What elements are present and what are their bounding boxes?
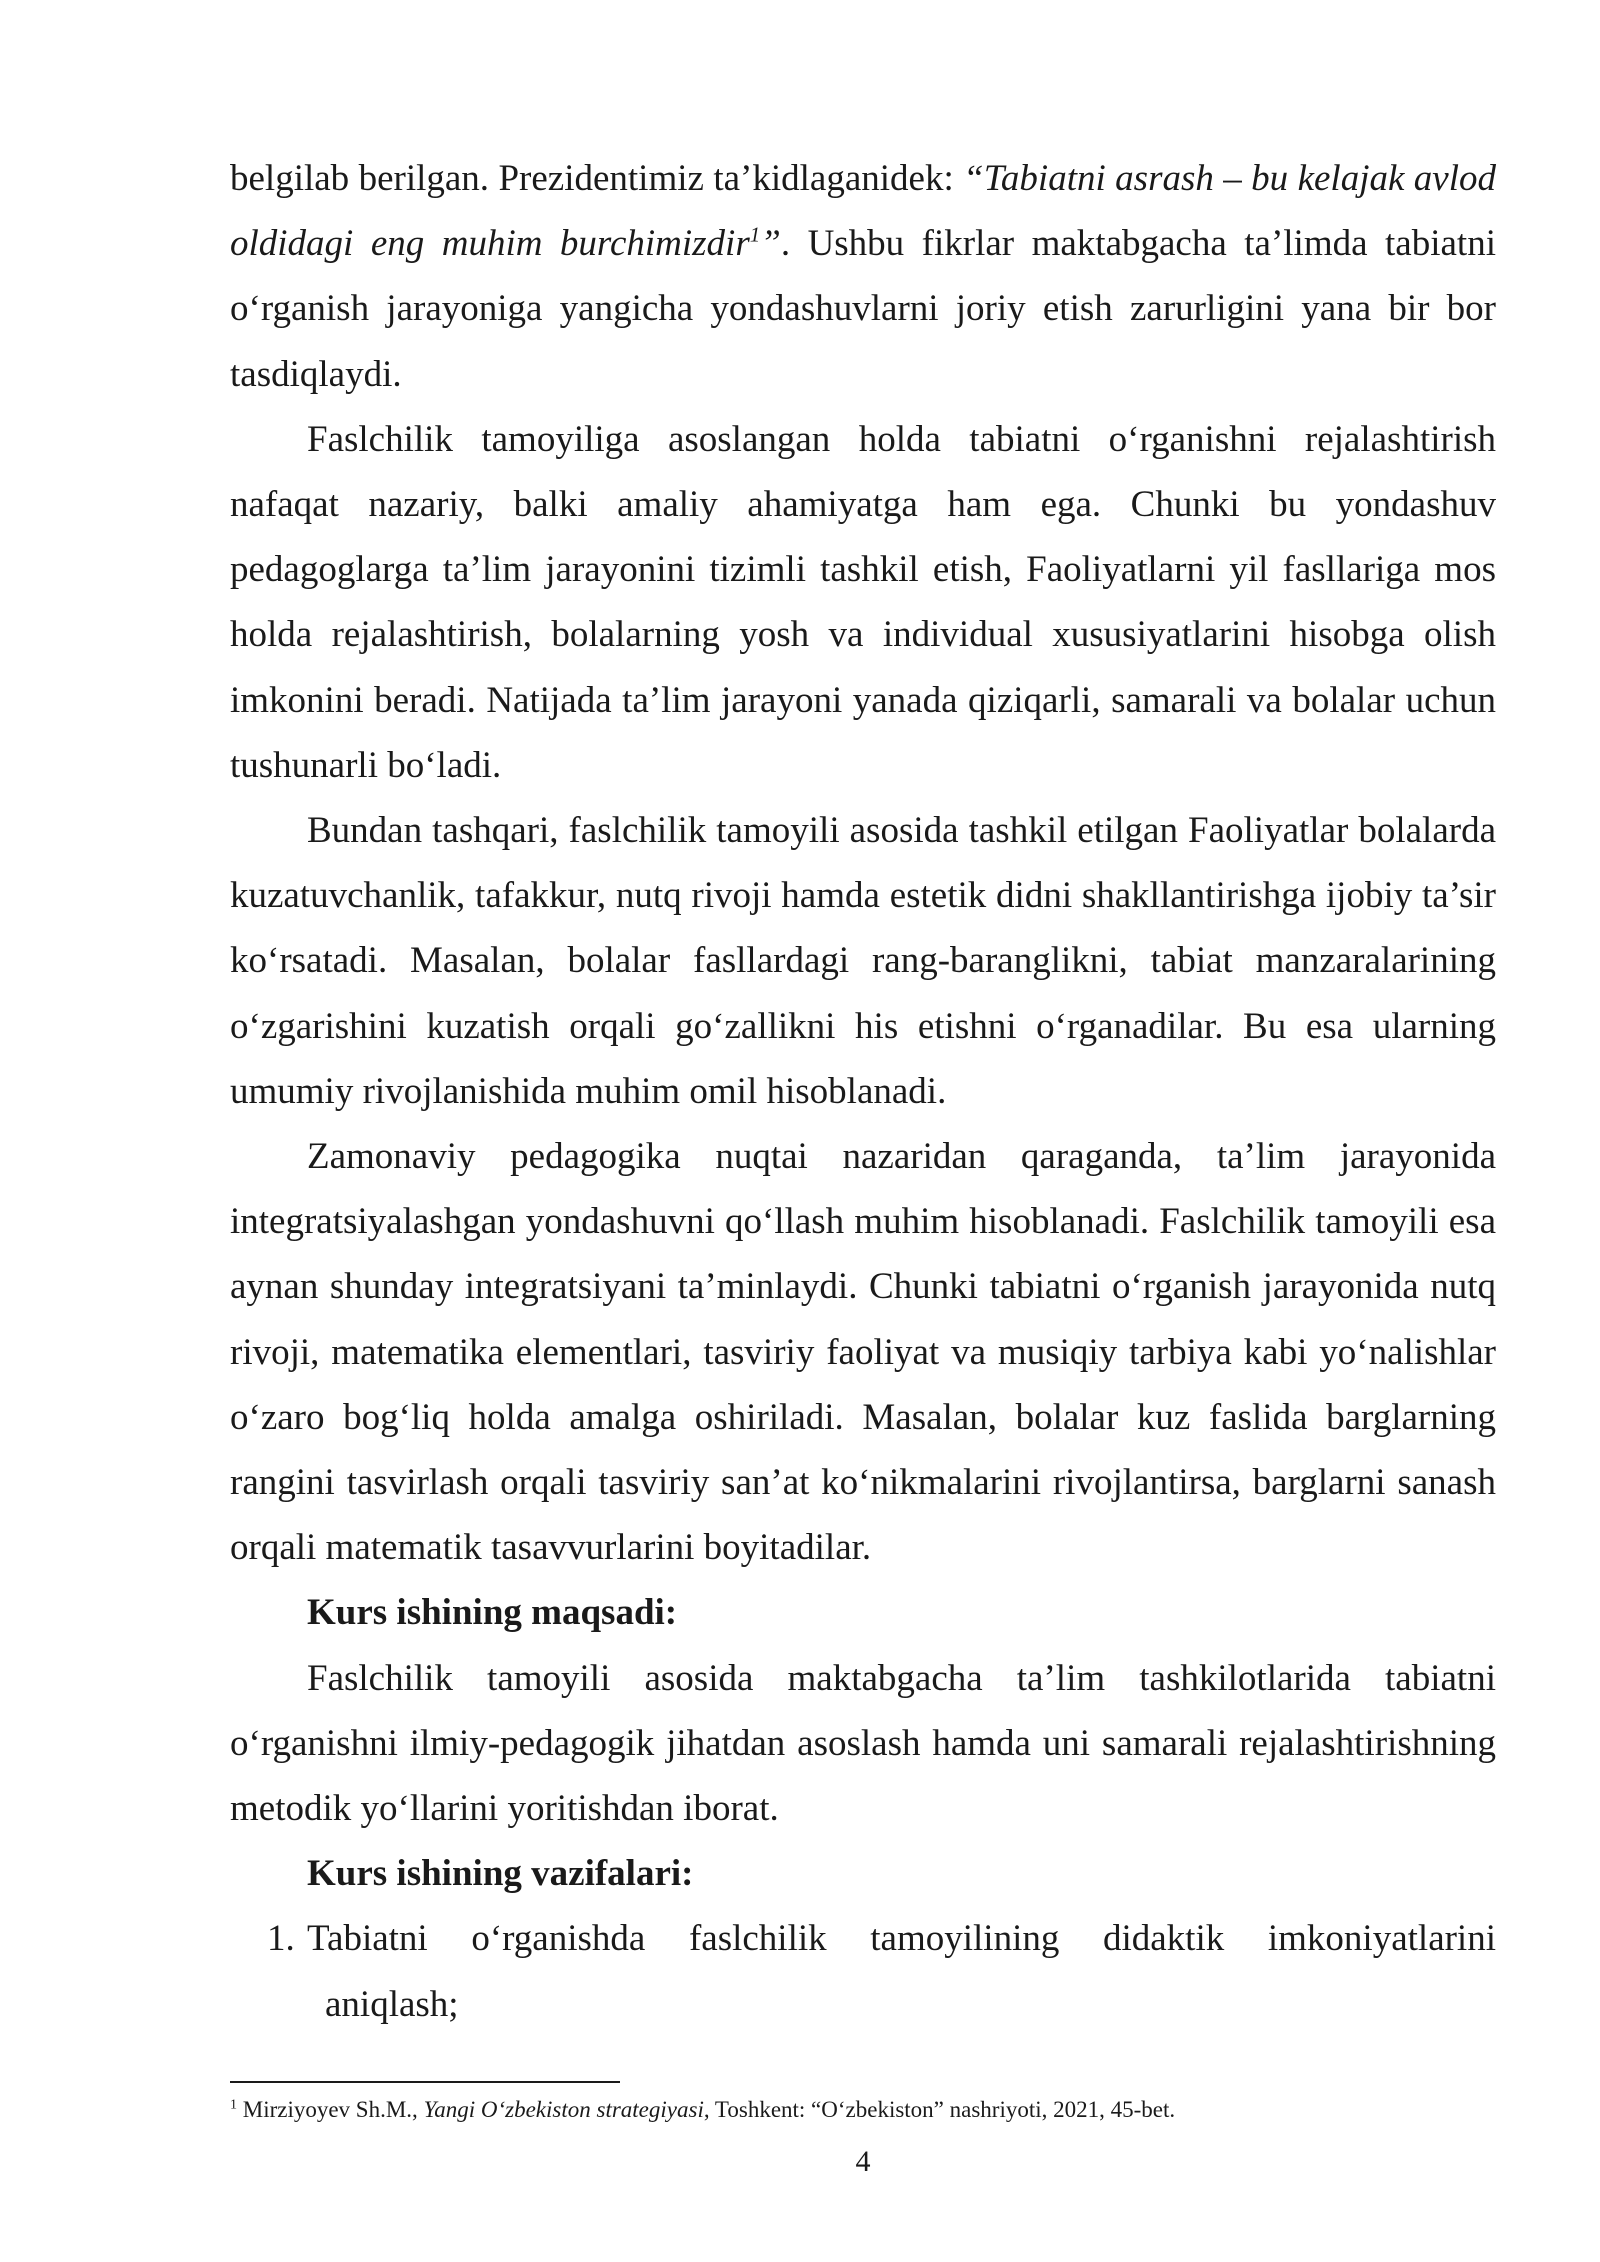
list-item-number: 1.: [267, 1918, 295, 1960]
list-item-text-continued: aniqlash;: [325, 1983, 459, 2025]
paragraph-1-text-after: . Ushbu fikrlar maktabgacha ta’limda tabiatni o‘rganish jarayoniga yangicha yondashuvlarni joriy etish zarurligini yana bir bor tasdiqlaydi.: [230, 223, 1496, 395]
footnote-author: Mirziyoyev Sh.M.,: [237, 2097, 424, 2122]
paragraph-4: Zamonaviy pedagogika nuqtai nazaridan qaraganda, ta’lim jarayonida integratsiyalashgan yondashuvni qo‘llash muhim hisoblanadi. Faslchilik tamoyili esa aynan shunday integratsiyani ta’minlaydi. Chunki tabiatni o‘rganish jarayonida nutq rivoji, matematika elementlari, tasviriy faoliyat va musiqiy tarbiya kabi yo‘nalishlar o‘zaro bog‘liq holda amalga oshiriladi. Masalan, bolalar kuz faslida barglarning rangini tasvirlash orqali tasviriy san’at ko‘nikmalarini rivojlantirsa, barglarni sanash orqali matematik tasavvurlarini boyitadilar.: [230, 1136, 1496, 1569]
tasks-heading: Kurs ishining vazifalari:: [307, 1853, 694, 1895]
footnote-separator: [230, 2081, 620, 2083]
footnote: [230, 2094, 1496, 2126]
footnote-reference[interactable]: 1: [749, 222, 761, 247]
list-item: [230, 1906, 1496, 2036]
goal-heading: Kurs ishining maqsadi:: [307, 1592, 678, 1634]
paragraph-3: Bundan tashqari, faslchilik tamoyili asosida tashkil etilgan Faoliyatlar bolalarda kuzatuvchanlik, tafakkur, nutq rivoji hamda estetik didni shakllantirishga ijobiy ta’sir ko‘rsatadi. Masalan, bolalar fasllardagi rang-baranglikni, tabiat manzaralarining o‘zgarishini kuzatish orqali go‘zallikni his etishni o‘rganadilar. Bu esa ularning umumiy rivojlanishida muhim omil hisoblanadi.: [230, 810, 1496, 1112]
footnote-marker: 1: [230, 2097, 237, 2113]
paragraph-2: Faslchilik tamoyiliga asoslangan holda tabiatni o‘rganishni rejalashtirish nafaqat nazariy, balki amaliy ahamiyatga ham ega. Chunki bu yondashuv pedagoglarga ta’lim jarayonini tizimli tashkil etish, Faoliyatlarni yil fasllariga mos holda rejalashtirish, bolalarning yosh va individual xususiyatlarini hisobga olish imkonini beradi. Natijada ta’lim jarayoni yanada qiziqarli, samarali va bolalar uchun tushunarli bo‘ladi.: [230, 418, 1496, 786]
tasks-list: [230, 1906, 1496, 2036]
footnote-title: Yangi O‘zbekiston strategiyasi: [423, 2097, 704, 2122]
footnote-source: , Toshkent: “O‘zbekiston” nashriyoti, 2021, 45-bet.: [703, 2097, 1176, 2122]
goal-text: Faslchilik tamoyili asosida maktabgacha ta’lim tashkilotlarida tabiatni o‘rganishni ilmiy-pedagogik jihatdan asoslash hamda uni samarali rejalashtirishning metodik yo‘llarini yoritishdan iborat.: [230, 1657, 1496, 1830]
page-number: 4: [855, 2145, 871, 2178]
paragraph-1: [230, 146, 1496, 407]
list-item-text: Tabiatni o‘rganishda faslchilik tamoyilining didaktik imkoniyatlarini: [307, 1918, 1496, 1960]
paragraph-1-text-before: belgilab berilgan. Prezidentimiz ta’kidlaganidek:: [230, 158, 964, 199]
quote-close: ”: [760, 223, 781, 265]
quote-text: “Tabiatni asrash – bu kelajak avlod oldidagi eng muhim burchimizdir: [230, 158, 1497, 265]
body-text: [230, 146, 1496, 2037]
